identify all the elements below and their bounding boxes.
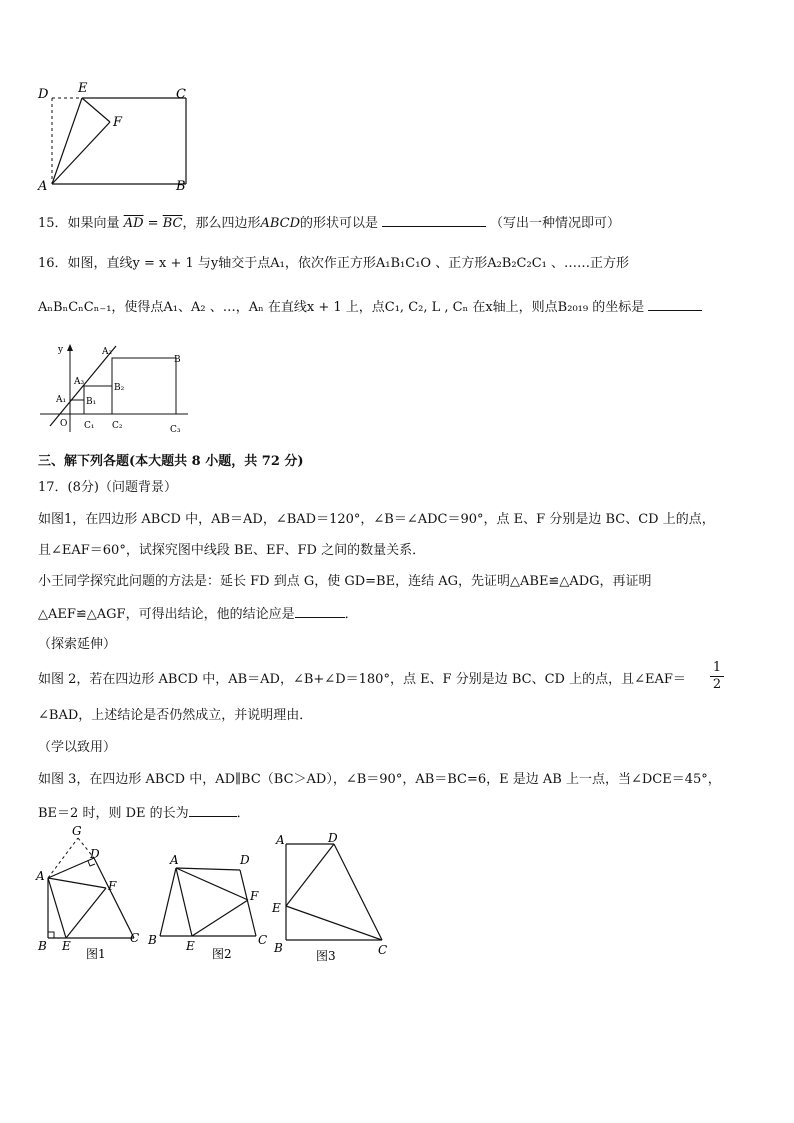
fraction-numerator: 1 xyxy=(712,660,722,675)
q17-p2: 且∠EAF＝60°，试探究图中线段 BE、EF、FD 之间的数量关系． xyxy=(38,543,426,558)
q15-vector-bc: $\overline{BC}$ xyxy=(162,216,183,231)
question-16-line2 xyxy=(38,298,702,316)
fraction-one-half xyxy=(710,660,724,693)
q17-p8-end: ． xyxy=(236,806,250,821)
fig3-label-e: E xyxy=(272,901,281,915)
fig1-caption: 图1 xyxy=(86,947,106,961)
label-b: B xyxy=(176,179,186,194)
fig2-label-b: B xyxy=(148,933,157,947)
fig16-label-a2: A₂ xyxy=(102,347,113,357)
fig16-label-b2: B₂ xyxy=(114,383,125,393)
q15-middle: ，那么四边形 xyxy=(182,216,261,231)
fig2-caption: 图2 xyxy=(212,947,232,961)
q15-prefix: 15．如果向量 xyxy=(38,216,120,231)
question-15 xyxy=(38,214,620,232)
q15-equals: = xyxy=(147,216,159,231)
q15-hint: （写出一种情况即可） xyxy=(490,216,621,231)
q17-p3: 小王同学探究此问题的方法是：延长 FD 到点 G，使 GD=BE，连结 AG，先证明△ABE≌△ADG，再证明 xyxy=(38,574,652,589)
q16-answer-blank[interactable] xyxy=(648,298,702,311)
fig1-label-d: D xyxy=(90,847,100,861)
fig3-caption: 图3 xyxy=(316,949,336,963)
q17-answer-blank-2[interactable] xyxy=(189,804,237,817)
figure-1 xyxy=(34,822,152,962)
q17-p1: 如图1，在四边形 ABCD 中，AB＝AD，∠BAD＝120°，∠B＝∠ADC＝90°，点 E、F 分别是边 BC、CD 上的点， xyxy=(38,512,715,527)
figure-rectangle-abcd xyxy=(30,78,200,198)
q17-p4-text: △AEF≌△AGF，可得出结论，他的结论应是 xyxy=(38,607,295,622)
q17-p7: 如图 3，在四边形 ABCD 中，AD∥BC（BC＞AD），∠B＝90°，AB＝BC=6，E 是边 AB 上一点，当∠DCE＝45°， xyxy=(38,772,721,787)
q17-p4 xyxy=(38,605,358,623)
label-d: D xyxy=(38,87,49,102)
fig1-label-e: E xyxy=(62,939,71,953)
fig3-label-d: D xyxy=(328,831,338,845)
fig3-label-c: C xyxy=(378,943,388,957)
q15-suffix: 的形状可以是 xyxy=(300,216,379,231)
label-c: C xyxy=(176,87,186,102)
q15-answer-blank[interactable] xyxy=(382,214,486,227)
q16-line2-text: AₙBₙCₙCₙ₋₁，使得点A₁、A₂ 、…，Aₙ 在直线x + 1 上，点C₁, C₂, L , Cₙ 在x轴上，则点B₂₀₁₉ 的坐标是 xyxy=(38,300,645,315)
section-3-heading: 三、解下列各题(本大题共 8 小题，共 72 分) xyxy=(38,454,304,469)
q15-shape: ABCD xyxy=(260,216,301,231)
fig16-label-c1: C₁ xyxy=(84,421,95,431)
q15-vector-ad: $\overline{AD}$ xyxy=(123,216,144,231)
fig1-label-a: A xyxy=(36,869,45,883)
fig1-label-b: B xyxy=(38,939,47,953)
q17-answer-blank-1[interactable] xyxy=(295,605,345,618)
fig3-label-b: B xyxy=(274,941,283,955)
q17-explore-heading: （探索延伸） xyxy=(38,637,117,652)
q17-head: 17．(8分)（问题背景） xyxy=(38,480,177,495)
q17-p4-end: ． xyxy=(344,607,358,622)
q17-p6: ∠BAD，上述结论是否仍然成立，并说明理由． xyxy=(38,708,313,723)
fig16-label-y: y xyxy=(58,345,64,355)
fig2-label-d: D xyxy=(240,853,250,867)
q17-p8-text: BE＝2 时，则 DE 的长为 xyxy=(38,806,189,821)
q17-p5: 如图 2，若在四边形 ABCD 中，AB＝AD，∠B+∠D＝180°，点 E、F 分别是边 BC、CD 上的点，且∠EAF＝ xyxy=(38,672,686,687)
label-e: E xyxy=(78,81,88,96)
fig1-label-g: G xyxy=(72,824,82,838)
fig16-label-a3: A₃ xyxy=(74,377,85,387)
figure-3 xyxy=(270,830,394,970)
fig16-label-o: O xyxy=(60,419,68,429)
fig2-label-e: E xyxy=(186,939,195,953)
fig3-label-a: A xyxy=(276,833,285,847)
fig2-label-c: C xyxy=(258,933,268,947)
question-16-line1: 16．如图，直线y = x + 1 与y轴交于点A₁，依次作正方形A₁B₁C₁O 、正方形A₂B₂C₂C₁ 、……正方形 xyxy=(38,256,630,271)
fig16-label-c2: C₂ xyxy=(112,421,123,431)
q17-apply-heading: （学以致用） xyxy=(38,740,117,755)
fig16-label-b: B xyxy=(174,355,181,365)
q17-p8 xyxy=(38,804,250,822)
label-f: F xyxy=(113,115,123,130)
figure-squares-on-line xyxy=(38,340,198,440)
fig2-label-a: A xyxy=(170,853,179,867)
figure-2 xyxy=(146,848,274,964)
fig1-label-c: C xyxy=(130,931,140,945)
fig16-label-c3: C₃ xyxy=(170,425,181,435)
label-a: A xyxy=(38,179,48,194)
fig2-label-f: F xyxy=(250,889,259,903)
fraction-denominator: 2 xyxy=(712,677,722,692)
fig16-label-b1: B₁ xyxy=(86,397,97,407)
fig16-label-a1: A₁ xyxy=(56,395,67,405)
fig1-label-f: F xyxy=(108,879,117,893)
